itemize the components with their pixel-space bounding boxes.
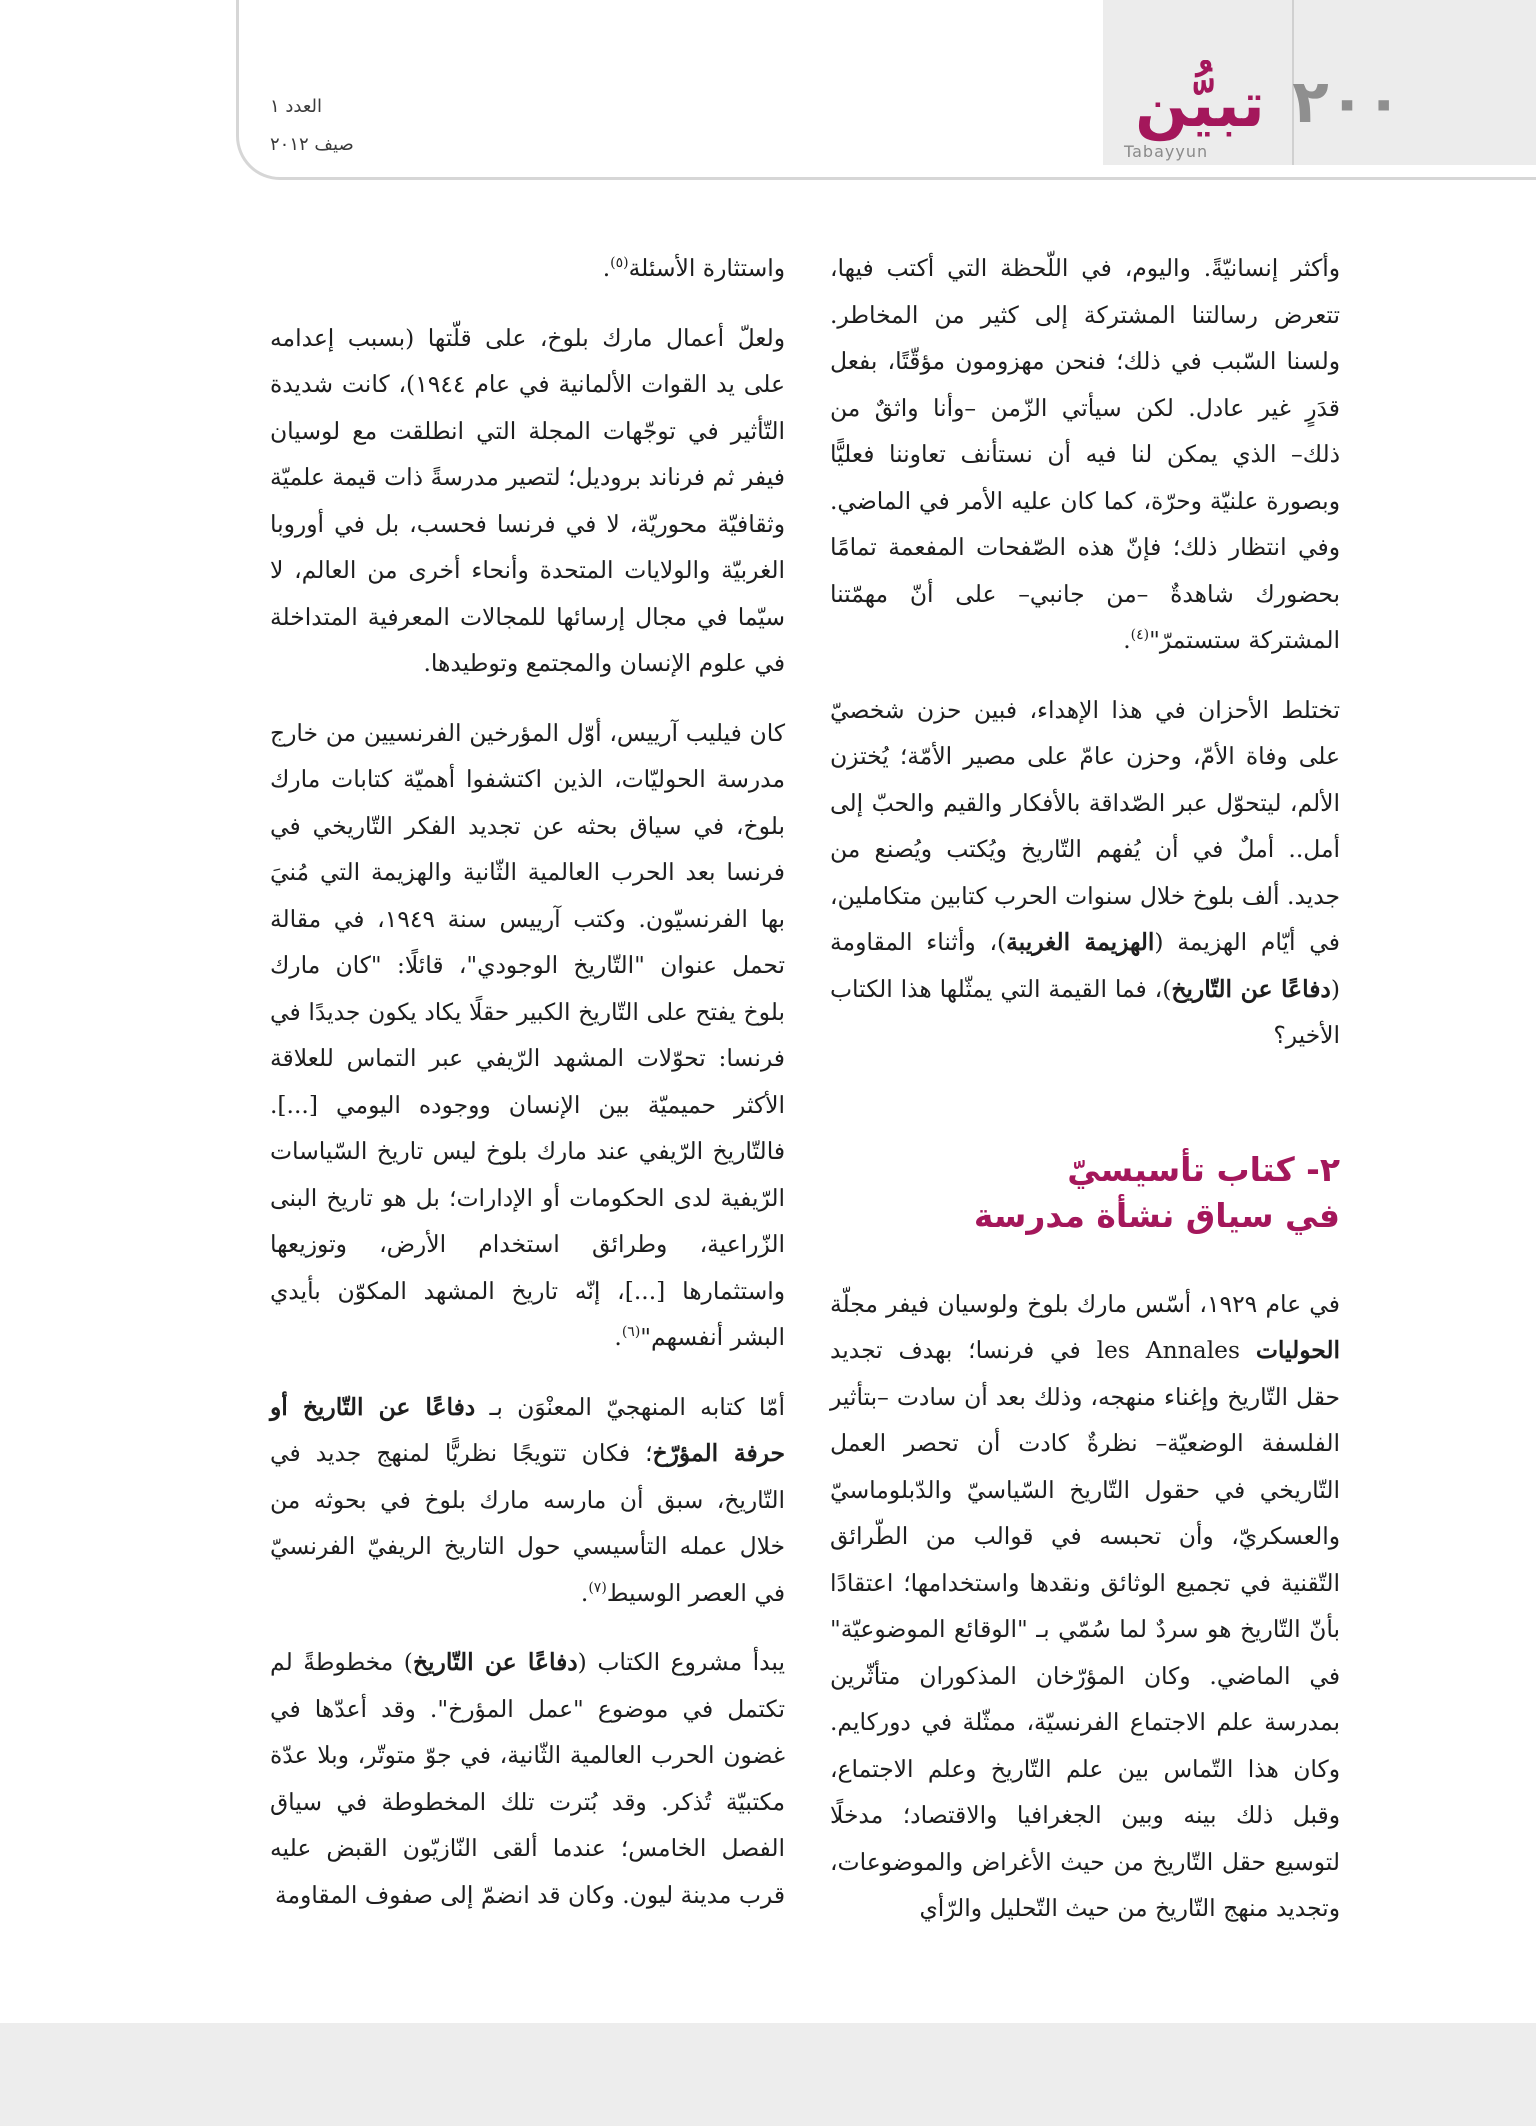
page-number: ٢٠٠ [1292,67,1402,137]
tabayyun-logo [1130,60,1270,150]
left-paragraph-4: أمّا كتابه المنهجيّ المعنْوَن بـ دفاعًا عن التّاريخ أو حرفة المؤرّخ؛ فكان تتويجًا نظريًّا لمنهج جديد في التّاريخ، سبق أن مارسه مارك بلوخ في بحوثه من خلال عمله التأسيسي حول التاريخ الريفيّ الفرنسيّ في العصر الوسيط$^{(٧)}$. [270,1392,785,1607]
left-paragraph-3: كان فيليب آرييس، أوّل المؤرخين الفرنسيين من خارج مدرسة الحوليّات، الذين اكتشفوا أهميّة كتابات مارك بلوخ، في سياق بحثه عن تجديد الفكر التّاريخي في فرنسا بعد الحرب العالمية الثّانية والهزيمة التي مُنيَ بها الفرنسيّون. وكتب آرييس سنة ١٩٤٩، في مقالة تحمل عنوان "التّاريخ الوجودي"، قائلًا: "كان مارك بلوخ يفتح على التّاريخ الكبير حقلًا يكاد يكون جديدًا في فرنسا: تحوّلات المشهد الرّيفي عبر التماس للعلاقة الأكثر حميميّة بين الإنسان ووجوده اليومي [...]. فالتّاريخ الرّيفي عند مارك بلوخ ليس تاريخ السّياسات الرّيفية لدى الحكومات أو الإدارات؛ بل هو تاريخ البنى الزّراعية، وطرائق استخدام الأرض، وتوزيعها واستثمارها [...]، إنّه تاريخ المشهد المكوّن بأيدي البشر أنفسهم"$^{(٦)}$. [270,718,785,1351]
footnote-ref-5[interactable]: (٥) [610,255,629,272]
issue-info [270,88,470,164]
logo-latin-text: Tabayyun [1124,142,1209,161]
footnote-ref-4[interactable]: (٤) [1130,627,1150,644]
left-paragraph-5: يبدأ مشروع الكتاب (دفاعًا عن التّاريخ) مخطوطةً لم تكتمل في موضوع "عمل المؤرخ". وقد أعدّها في غضون الحرب العالمية الثّانية، في جوّ متوتّر، وبلا عدّة مكتبيّة تُذكر. وقد بُترت تلك المخطوطة في سياق الفصل الخامس؛ عندما ألقى النّازيّون القبض عليه قرب مدينة ليون. وكان قد انضمّ إلى صفوف المقاومة [270,1648,786,1909]
book-title-apology-for-history: دفاعًا عن التّاريخ [1171,974,1331,1003]
book-title-apology-for-history-2: دفاعًا عن التّاريخ [412,1648,578,1676]
issue-number: العدد ١ [270,96,323,117]
section-heading-line-1: ٢- كتاب تأسيسيّ [1067,1149,1340,1189]
section-heading [830,1147,1340,1239]
left-paragraph-2: ولعلّ أعمال مارك بلوخ، على قلّتها (بسبب إعدامه على يد القوات الألمانية في عام ١٩٤٤)، كانت شديدة التّأثير في توجّهات المجلة التي انطلقت مع لوسيان فيفر ثم فرناند بروديل؛ لتصير مدرسةً ذات قيمة علميّة وثقافيّة محوريّة، لا في فرنسا فحسب، بل في أوروبا الغربيّة والولايات المتحدة وأنحاء أخرى من العالم، لا سيّما في مجال إرسائها للمجالات المعرفية المتداخلة في علوم الإنسان والمجتمع وتوطيدها. [270,323,785,677]
book-title-historians-craft: دفاعًا عن التّاريخ أو حرفة المؤرّخ [270,1392,785,1467]
left-column [270,245,785,1945]
journal-name-annales: الحوليات [1255,1336,1341,1364]
logo-text: تبيُّن [1135,68,1265,141]
right-paragraph-1: وأكثر إنسانيّةً. واليوم، في اللّحظة التي أكتب فيها، تتعرض رسالتنا المشتركة إلى كثير من المخاطر. ولسنا السّبب في ذلك؛ فنحن مهزومون مؤقّتًا، بفعل قدَرٍ غير عادل. لكن سيأتي الزّمن –وأنا واثقٌ من ذلك– الذي يمكن لنا فيه أن نستأنف تعاوننا فعليًّا وبصورة علنيّة وحرّة، كما كان عليه الأمر في الماضي. وفي انتظار ذلك؛ فإنّ هذه الصّفحات المفعمة تمامًا بحضورك شاهدةٌ –من جانبي– على أنّ مهمّتنا المشتركة ستستمرّ"$^{(٤)}$. [830,254,1340,654]
book-title-strange-defeat: الهزيمة الغريبة [1006,928,1155,956]
issue-season: صيف ٢٠١٢ [270,134,354,155]
left-paragraph-1: واستثارة الأسئلة$^{(٥)}$. [602,254,785,282]
section-heading-line-2: في سياق نشأة مدرسة [973,1195,1340,1235]
footnote-ref-7[interactable]: (٧) [588,1579,607,1596]
footer-band [0,2023,1536,2126]
right-paragraph-2: تختلط الأحزان في هذا الإهداء، فبين حزن شخصيّ على وفاة الأمّ، وحزن عامّ على مصير الأمّة؛ يُختزن الألم، ليتحوّل عبر الصّداقة بالأفكار والقيم والحبّ إلى أمل.. أملٌ في أن يُفهم التّاريخ ويُكتب ويُصنع من جديد. ألف بلوخ خلال سنوات الحرب كتابين متكاملين، في أيّام الهزيمة (الهزيمة الغريبة)، وأثناء المقاومة (دفاعًا عن التّاريخ)، فما القيمة التي يمثّلها هذا الكتاب الأخير؟ [830,695,1340,1049]
footnote-ref-6[interactable]: (٦) [621,1324,641,1341]
right-paragraph-3: في عام ١٩٢٩، أسّس مارك بلوخ ولوسيان فيفر مجلّة الحوليات les Annales في فرنسا؛ بهدف تجديد حقل التّاريخ وإغناء منهجه، وذلك بعد أن سادت –بتأثير الفلسفة الوضعيّة– نظرةٌ كادت أن تحصر العمل التّاريخي في حقول التّاريخ السّياسيّ والدّبلوماسيّ والعسكريّ، وأن تحبسه في قوالب من الطّرائق التّقنية في تجميع الوثائق ونقدها واستخدامها؛ اعتقادًا بأنّ التّاريخ هو سردٌ لما سُمّي بـ "الوقائع الموضوعيّة" في الماضي. وكان المؤرّخان المذكوران متأثّرين بمدرسة علم الاجتماع الفرنسيّة، ممثّلة في دوركايم. وكان هذا التّماس بين علم التّاريخ وعلم الاجتماع، وقبل ذلك بينه وبين الجغرافيا والاقتصاد؛ مدخلًا لتوسيع حقل التّاريخ من حيث الأغراض والموضوعات، وتجديد منهج التّاريخ من حيث التّحليل والرّأي [830,1289,1341,1922]
right-column [830,245,1340,1945]
